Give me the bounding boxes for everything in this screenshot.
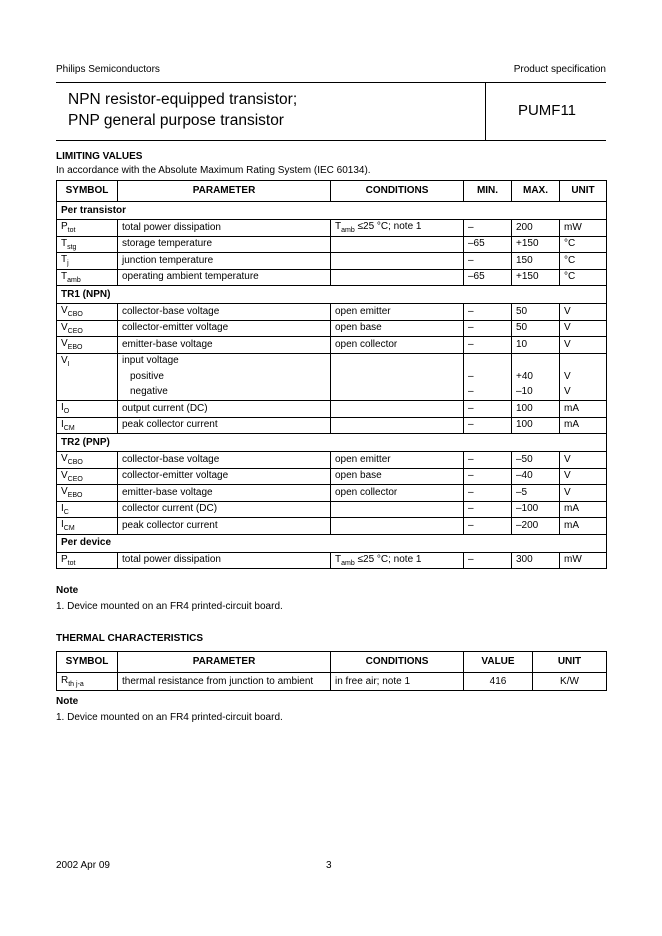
symbol-cell: $V_I$: [57, 353, 118, 369]
unit-cell: [560, 353, 607, 369]
min-cell: –: [464, 253, 512, 270]
symbol-cell: $T_j$: [57, 253, 118, 270]
value-cell: 416: [464, 673, 533, 691]
table-row: [57, 253, 607, 270]
limiting-values-intro: In accordance with the Absolute Maximum Rating System (IEC 60134).: [56, 165, 371, 176]
conditions-cell: [331, 369, 464, 385]
symbol-cell: $V_{CBO}$: [57, 452, 118, 469]
footer-page-number: 3: [326, 860, 332, 871]
min-cell: –: [464, 468, 512, 485]
thermal-note-heading: Note: [56, 696, 79, 707]
unit-cell: mA: [560, 401, 607, 418]
col-unit: UNIT: [533, 652, 607, 673]
conditions-cell: open collector: [331, 337, 464, 354]
max-cell: 100: [512, 417, 560, 434]
table-row: [57, 369, 607, 385]
unit-cell: V: [560, 369, 607, 385]
parameter-cell: collector-emitter voltage: [118, 468, 331, 485]
thermal-table: [56, 651, 607, 691]
table-row: [57, 468, 607, 485]
unit-cell: V: [560, 468, 607, 485]
col-parameter: PARAMETER: [118, 181, 331, 202]
col-conditions: CONDITIONS: [331, 652, 464, 673]
max-cell: 150: [512, 253, 560, 270]
conditions-cell: [331, 501, 464, 518]
conditions-cell: [331, 518, 464, 535]
parameter-cell: collector-emitter voltage: [118, 320, 331, 337]
parameter-cell: positive: [118, 369, 331, 385]
limiting-note-heading: Note: [56, 585, 79, 596]
symbol-cell: $V_{CEO}$: [57, 468, 118, 485]
symbol-cell: $V_{EBO}$: [57, 485, 118, 502]
min-cell: –: [464, 220, 512, 237]
conditions-cell: [331, 401, 464, 418]
thermal-note-1: 1. Device mounted on an FR4 printed-circuit board.: [56, 712, 283, 723]
min-cell: [464, 353, 512, 369]
parameter-cell: input voltage: [118, 353, 331, 369]
min-cell: –: [464, 518, 512, 535]
min-cell: –65: [464, 269, 512, 286]
min-cell: –: [464, 369, 512, 385]
conditions-cell: [331, 353, 464, 369]
symbol-cell: $I_C$: [57, 501, 118, 518]
conditions-cell: open collector: [331, 485, 464, 502]
max-cell: +40: [512, 369, 560, 385]
group-row: [57, 202, 607, 220]
conditions-cell: open base: [331, 320, 464, 337]
conditions-cell: $T_{amb} \le 25$ °C; note 1: [331, 220, 464, 237]
symbol-cell: $I_{CM}$: [57, 518, 118, 535]
conditions-cell: [331, 417, 464, 434]
min-cell: –65: [464, 236, 512, 253]
min-cell: –: [464, 552, 512, 569]
unit-cell: V: [560, 485, 607, 502]
limiting-values-heading: LIMITING VALUES: [56, 151, 143, 162]
max-cell: –40: [512, 468, 560, 485]
max-cell: +150: [512, 236, 560, 253]
max-cell: –10: [512, 385, 560, 401]
parameter-cell: collector current (DC): [118, 501, 331, 518]
col-max: MAX.: [512, 181, 560, 202]
col-symbol: SYMBOL: [57, 652, 118, 673]
parameter-cell: junction temperature: [118, 253, 331, 270]
min-cell: –: [464, 320, 512, 337]
unit-cell: mA: [560, 501, 607, 518]
parameter-cell: collector-base voltage: [118, 304, 331, 321]
max-cell: –50: [512, 452, 560, 469]
unit-cell: mA: [560, 518, 607, 535]
group-row: [57, 534, 607, 552]
parameter-cell: total power dissipation: [118, 220, 331, 237]
title-divider: [485, 82, 486, 140]
parameter-cell: storage temperature: [118, 236, 331, 253]
symbol-cell: $I_{CM}$: [57, 417, 118, 434]
col-value: VALUE: [464, 652, 533, 673]
table-row: [57, 220, 607, 237]
col-unit: UNIT: [560, 181, 607, 202]
limiting-values-table: [56, 180, 607, 569]
table-row: [57, 269, 607, 286]
symbol-cell: [57, 369, 118, 385]
document-title: [68, 89, 297, 131]
symbol-cell: [57, 385, 118, 401]
limiting-note-1: 1. Device mounted on an FR4 printed-circuit board.: [56, 601, 283, 612]
max-cell: 10: [512, 337, 560, 354]
group-row: [57, 434, 607, 452]
parameter-cell: collector-base voltage: [118, 452, 331, 469]
max-cell: +150: [512, 269, 560, 286]
table-header-row: [57, 652, 607, 673]
parameter-cell: thermal resistance from junction to ambient: [118, 673, 331, 691]
unit-cell: K/W: [533, 673, 607, 691]
min-cell: –: [464, 304, 512, 321]
parameter-cell: peak collector current: [118, 518, 331, 535]
symbol-cell: $T_{stg}$: [57, 236, 118, 253]
table-header-row: [57, 181, 607, 202]
unit-cell: V: [560, 452, 607, 469]
min-cell: –: [464, 401, 512, 418]
symbol-cell: $P_{tot}$: [57, 220, 118, 237]
table-row: [57, 320, 607, 337]
max-cell: 200: [512, 220, 560, 237]
part-number: PUMF11: [517, 102, 577, 119]
min-cell: –: [464, 501, 512, 518]
col-symbol: SYMBOL: [57, 181, 118, 202]
parameter-cell: total power dissipation: [118, 552, 331, 569]
unit-cell: V: [560, 385, 607, 401]
parameter-cell: emitter-base voltage: [118, 485, 331, 502]
max-cell: –200: [512, 518, 560, 535]
header-doc-type: Product specification: [513, 64, 606, 75]
min-cell: –: [464, 485, 512, 502]
unit-cell: mW: [560, 552, 607, 569]
group-label: TR1 (NPN): [57, 286, 607, 304]
unit-cell: °C: [560, 236, 607, 253]
table-row: [57, 236, 607, 253]
col-parameter: PARAMETER: [118, 652, 331, 673]
min-cell: –: [464, 385, 512, 401]
max-cell: 100: [512, 401, 560, 418]
parameter-cell: output current (DC): [118, 401, 331, 418]
conditions-cell: [331, 385, 464, 401]
symbol-cell: $P_{tot}$: [57, 552, 118, 569]
table-row: [57, 501, 607, 518]
group-row: [57, 286, 607, 304]
symbol-cell: $T_{amb}$: [57, 269, 118, 286]
symbol-cell: $V_{CEO}$: [57, 320, 118, 337]
max-cell: [512, 353, 560, 369]
symbol-cell: $R_{th j-a}$: [57, 673, 118, 691]
conditions-cell: open emitter: [331, 452, 464, 469]
unit-cell: V: [560, 337, 607, 354]
table-row: [57, 485, 607, 502]
col-min: MIN.: [464, 181, 512, 202]
max-cell: –5: [512, 485, 560, 502]
min-cell: –: [464, 452, 512, 469]
table-row: [57, 673, 607, 691]
unit-cell: mA: [560, 417, 607, 434]
unit-cell: V: [560, 320, 607, 337]
unit-cell: V: [560, 304, 607, 321]
table-row: [57, 552, 607, 569]
table-row: [57, 337, 607, 354]
symbol-cell: $V_{EBO}$: [57, 337, 118, 354]
conditions-cell: open emitter: [331, 304, 464, 321]
footer-date: 2002 Apr 09: [56, 860, 110, 871]
parameter-cell: operating ambient temperature: [118, 269, 331, 286]
conditions-cell: $T_{amb} \le 25$ °C; note 1: [331, 552, 464, 569]
thermal-heading: THERMAL CHARACTERISTICS: [56, 633, 204, 644]
header-top-rule: [56, 82, 606, 83]
group-label: Per device: [57, 534, 607, 552]
max-cell: 50: [512, 304, 560, 321]
conditions-cell: in free air; note 1: [331, 673, 464, 691]
table-row: [57, 385, 607, 401]
table-row: [57, 401, 607, 418]
max-cell: –100: [512, 501, 560, 518]
conditions-cell: [331, 269, 464, 286]
unit-cell: mW: [560, 220, 607, 237]
parameter-cell: emitter-base voltage: [118, 337, 331, 354]
title-line-1: NPN resistor-equipped transistor;: [68, 91, 298, 108]
conditions-cell: [331, 236, 464, 253]
min-cell: –: [464, 337, 512, 354]
min-cell: –: [464, 417, 512, 434]
table-row: [57, 353, 607, 369]
header-bottom-rule: [56, 140, 606, 141]
conditions-cell: open base: [331, 468, 464, 485]
title-line-2: PNP general purpose transistor: [68, 112, 284, 129]
max-cell: 300: [512, 552, 560, 569]
table-row: [57, 518, 607, 535]
header-company: Philips Semiconductors: [56, 64, 160, 75]
unit-cell: °C: [560, 253, 607, 270]
parameter-cell: peak collector current: [118, 417, 331, 434]
unit-cell: °C: [560, 269, 607, 286]
symbol-cell: $I_O$: [57, 401, 118, 418]
table-row: [57, 452, 607, 469]
table-row: [57, 417, 607, 434]
symbol-cell: $V_{CBO}$: [57, 304, 118, 321]
group-label: Per transistor: [57, 202, 607, 220]
max-cell: 50: [512, 320, 560, 337]
col-conditions: CONDITIONS: [331, 181, 464, 202]
parameter-cell: negative: [118, 385, 331, 401]
conditions-cell: [331, 253, 464, 270]
table-row: [57, 304, 607, 321]
group-label: TR2 (PNP): [57, 434, 607, 452]
